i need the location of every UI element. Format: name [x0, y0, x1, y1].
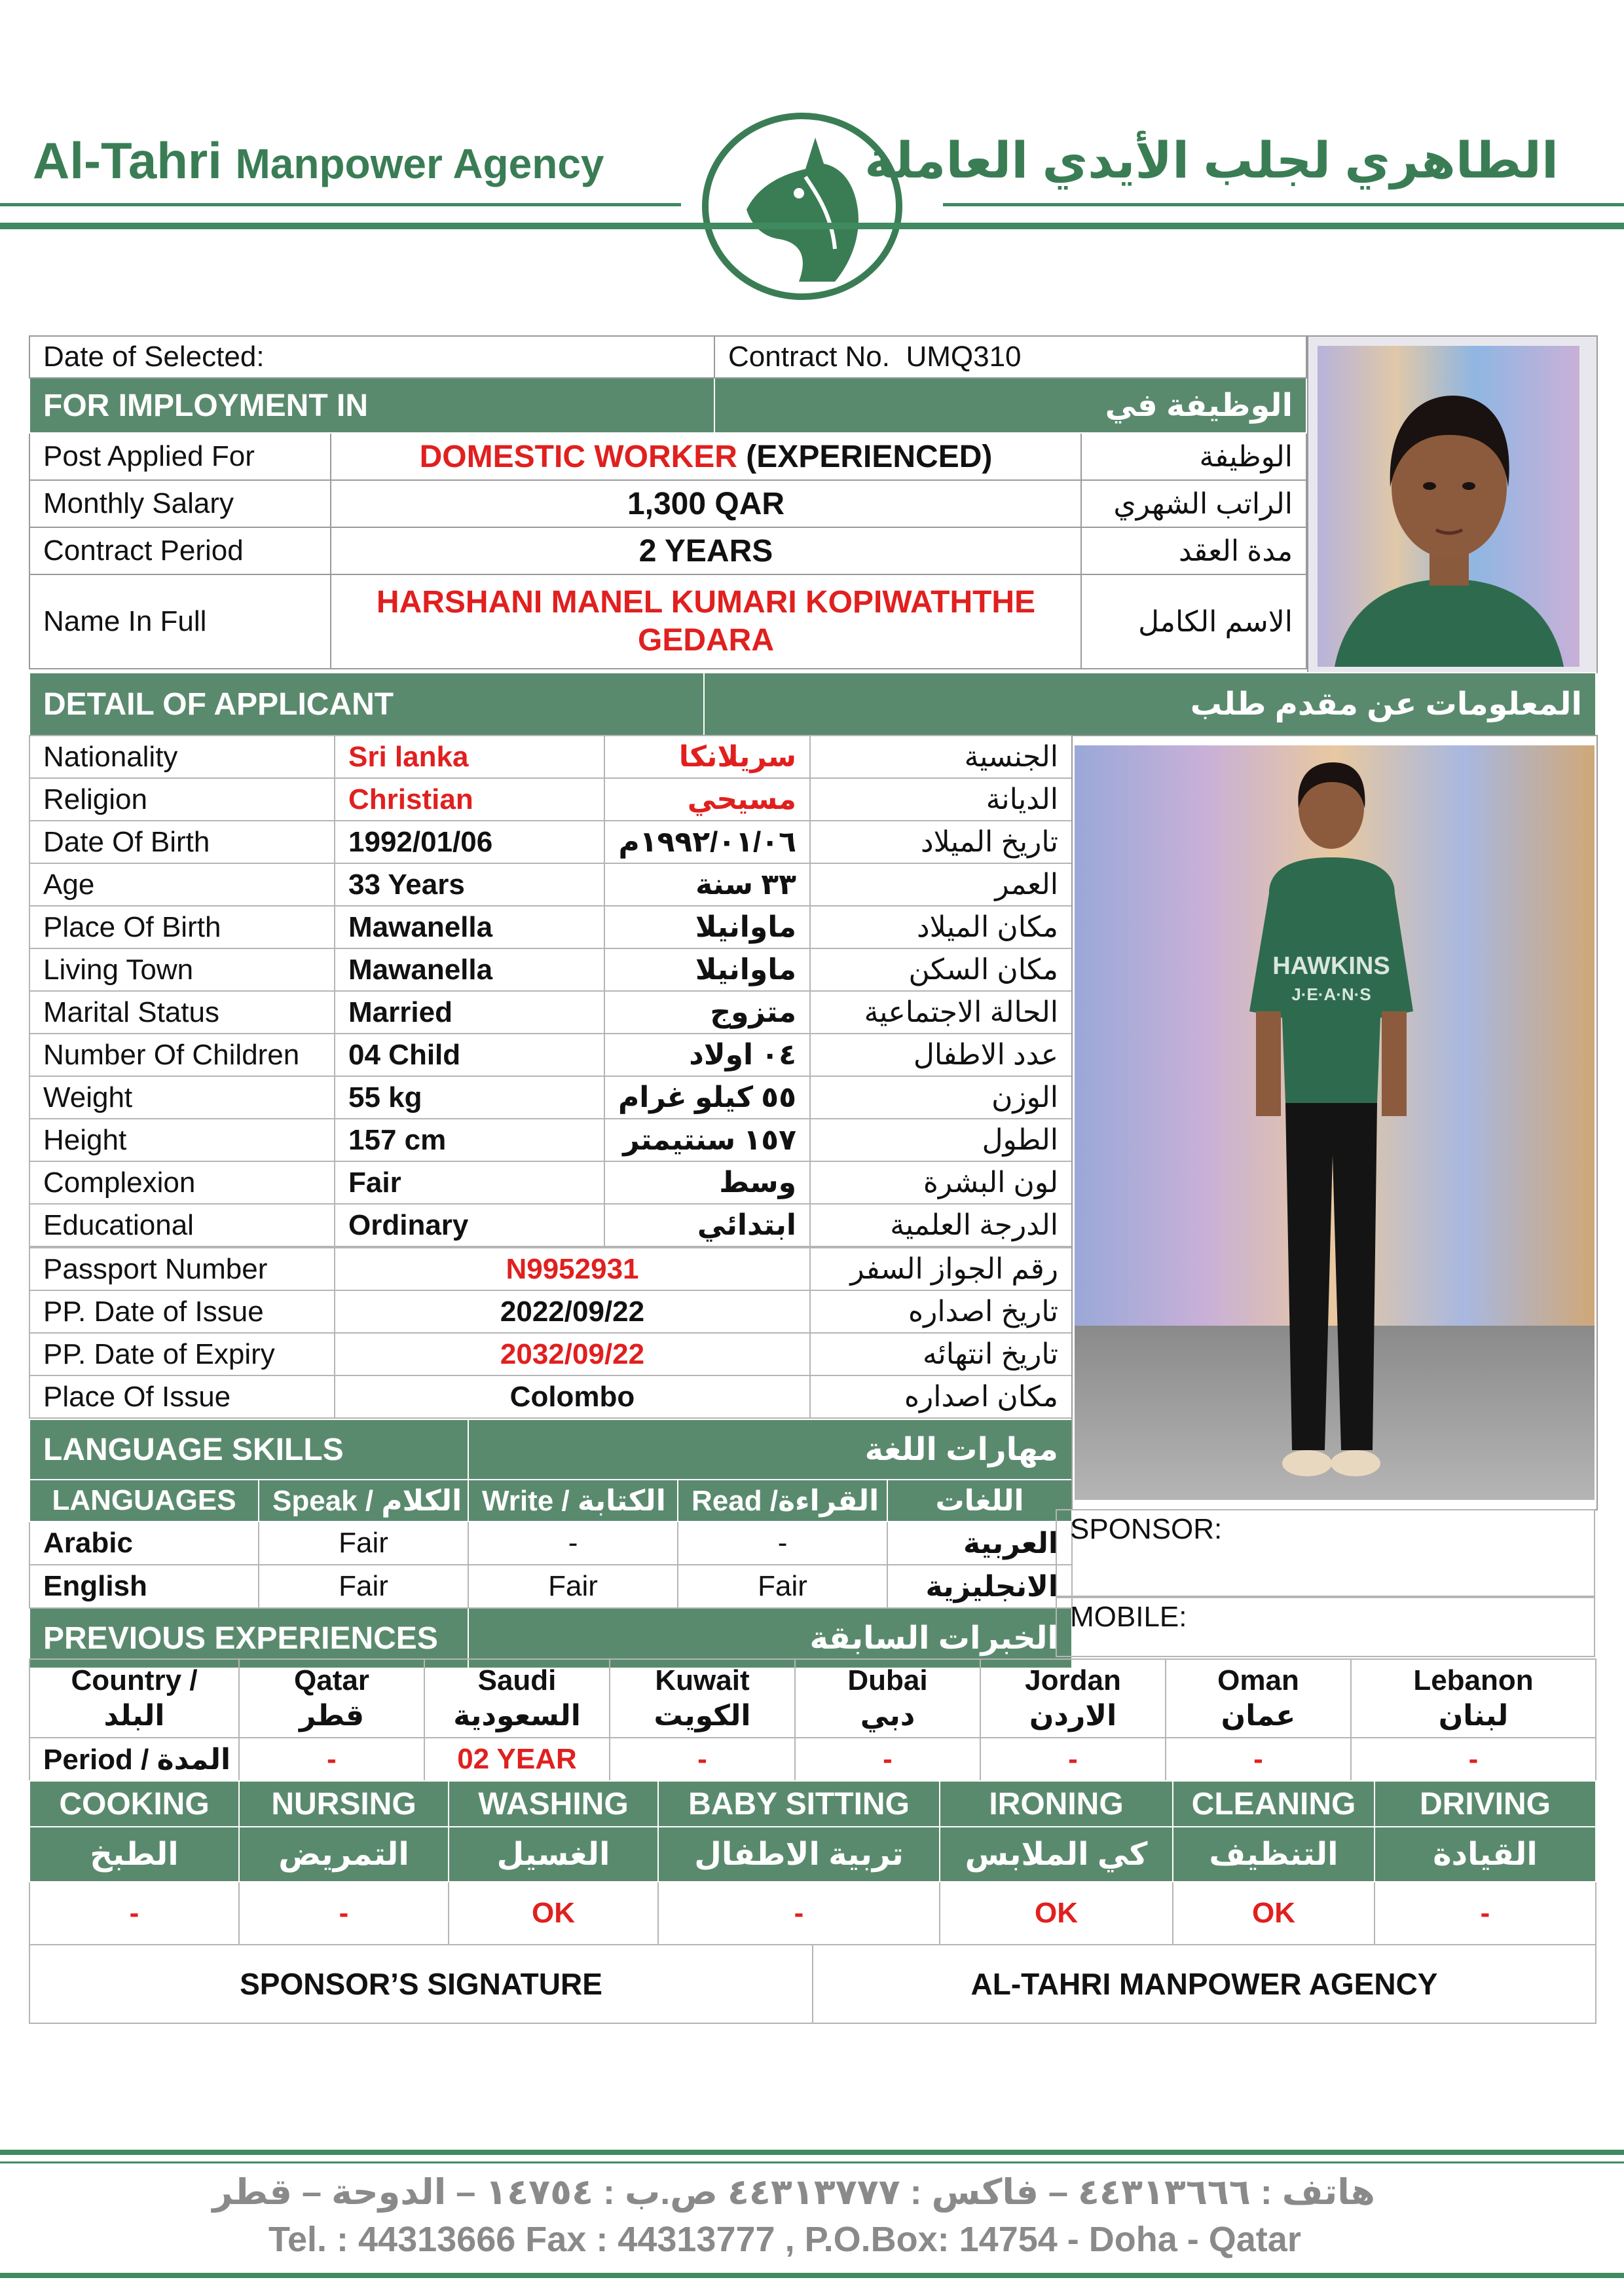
skill-nursing-value: - [239, 1882, 449, 1945]
contract-period-label-ar: مدة العقد [1081, 527, 1306, 574]
dob-value: 1992/01/06 [335, 821, 604, 863]
skill-baby-sitting-ar: تربية الاطفال [658, 1827, 940, 1882]
nationality-value-ar: سريلانكا [604, 736, 810, 778]
dob-label-ar: تاريخ الميلاد [810, 821, 1072, 863]
skill-ironing-value: OK [940, 1882, 1173, 1945]
nationality-label: Nationality [29, 736, 335, 778]
period-dubai: - [795, 1738, 980, 1781]
skill-nursing: NURSING [239, 1781, 449, 1827]
pp-expiry-value: 2032/09/22 [335, 1333, 810, 1375]
employment-section-title: FOR IMPLOYMENT IN [29, 378, 714, 433]
age-label-ar: العمر [810, 863, 1072, 906]
experience-section-title-ar: الخبرات السابقة [468, 1608, 1072, 1668]
shirt-print-subtext: J·E·A·N·S [1291, 984, 1371, 1004]
full-name-label-ar: الاسم الكامل [1081, 574, 1306, 669]
sponsor-signature-label: SPONSOR’S SIGNATURE [29, 1945, 813, 2023]
passport-number-label-ar: رقم الجواز السفر [810, 1248, 1072, 1290]
marital-status-label-ar: الحالة الاجتماعية [810, 991, 1072, 1034]
complexion-label: Complexion [29, 1161, 335, 1204]
period-jordan: - [980, 1738, 1166, 1781]
footer-rule-thin [0, 2161, 1624, 2163]
contract-period-label: Contract Period [29, 527, 331, 574]
skill-washing-value: OK [449, 1882, 658, 1945]
agency-name-arabic: الطاهري لجلب الأيدي العاملة [864, 133, 1559, 189]
children-label: Number Of Children [29, 1034, 335, 1076]
full-name-label: Name In Full [29, 574, 331, 669]
religion-label-ar: الديانة [810, 778, 1072, 821]
skill-baby-sitting: BABY SITTING [658, 1781, 940, 1827]
skill-washing-ar: الغسيل [449, 1827, 658, 1882]
skill-ironing: IRONING [940, 1781, 1173, 1827]
languages-col-header-ar: اللغات [887, 1480, 1072, 1522]
period-lebanon: - [1351, 1738, 1596, 1781]
lang-english-name: English [29, 1565, 259, 1608]
read-col-header: Read /القراءة [678, 1480, 887, 1522]
place-of-issue-label-ar: مكان اصداره [810, 1375, 1072, 1418]
agency-signature-label: AL-TAHRI MANPOWER AGENCY [813, 1945, 1596, 2023]
monthly-salary-label-ar: الراتب الشهري [1081, 480, 1306, 527]
experience-section-title: PREVIOUS EXPERIENCES [29, 1608, 468, 1668]
children-value: 04 Child [335, 1034, 604, 1076]
skill-baby-sitting-value: - [658, 1882, 940, 1945]
shirt-print-text: HAWKINS [1272, 952, 1390, 980]
children-value-ar: ٠٤ اولاد [604, 1034, 810, 1076]
living-town-label: Living Town [29, 948, 335, 991]
height-label-ar: الطول [810, 1119, 1072, 1161]
place-of-issue-label: Place Of Issue [29, 1375, 335, 1418]
skill-cleaning-value: OK [1173, 1882, 1375, 1945]
complexion-value-ar: وسط [604, 1161, 810, 1204]
age-label: Age [29, 863, 335, 906]
skill-cooking-ar: الطبخ [29, 1827, 239, 1882]
mobile-field[interactable]: MOBILE: [1056, 1597, 1595, 1657]
footer-contact-english: Tel. : 44313666 Fax : 44313777 , P.O.Box: 14754 - Doha - Qatar [268, 2220, 1301, 2259]
weight-label: Weight [29, 1076, 335, 1119]
education-value: Ordinary [335, 1204, 604, 1246]
lang-english-speak: Fair [259, 1565, 468, 1608]
complexion-label-ar: لون البشرة [810, 1161, 1072, 1204]
skill-cleaning-ar: التنظيف [1173, 1827, 1375, 1882]
lang-arabic-name: Arabic [29, 1522, 259, 1565]
footer-rule-bottom [0, 2273, 1624, 2278]
marital-status-value: Married [335, 991, 604, 1034]
applicant-full-body-photo [1071, 735, 1598, 1510]
applicant-section-header [29, 672, 1595, 736]
living-town-label-ar: مكان السكن [810, 948, 1072, 991]
place-of-birth-value-ar: ماوانيلا [604, 906, 810, 948]
skill-driving-value: - [1375, 1882, 1596, 1945]
religion-value-ar: مسيحي [604, 778, 810, 821]
skill-driving: DRIVING [1375, 1781, 1596, 1827]
country-kuwait: Kuwait الكويت [610, 1659, 795, 1738]
experience-table [29, 1658, 1595, 1782]
weight-value: 55 kg [335, 1076, 604, 1119]
complexion-value: Fair [335, 1161, 604, 1204]
marital-status-value-ar: متزوج [604, 991, 810, 1034]
signature-table [29, 1944, 1595, 2024]
pp-issue-label-ar: تاريخ اصداره [810, 1290, 1072, 1333]
skill-washing: WASHING [449, 1781, 658, 1827]
applicant-portrait-photo [1307, 335, 1598, 673]
country-oman: Oman عمان [1166, 1659, 1351, 1738]
marital-status-label: Marital Status [29, 991, 335, 1034]
country-label-cell: Country / البلد [29, 1659, 239, 1738]
nationality-label-ar: الجنسية [810, 736, 1072, 778]
skill-ironing-ar: كي الملابس [940, 1827, 1173, 1882]
passport-number-value: N9952931 [335, 1248, 810, 1290]
dob-value-ar: ١٩٩٢/٠١/٠٦م [604, 821, 810, 863]
period-saudi: 02 YEAR [424, 1738, 610, 1781]
language-section-title: LANGUAGE SKILLS [29, 1419, 468, 1480]
place-of-issue-value: Colombo [335, 1375, 810, 1418]
agency-name-english: Al-Tahri Manpower Agency [33, 132, 604, 189]
religion-label: Religion [29, 778, 335, 821]
period-qatar: - [239, 1738, 424, 1781]
header-rule [0, 223, 1624, 229]
post-applied-value: DOMESTIC WORKER (EXPERIENCED) [331, 433, 1081, 480]
footer-contact-arabic: هاتف : ٤٤٣١٣٦٦٦ – فاكس : ٤٤٣١٣٧٧٧ ص.ب : ١٤٧٥٤ – الدوحة – قطر [212, 2173, 1375, 2212]
applicant-details-table [29, 735, 1071, 1669]
sponsor-field[interactable]: SPONSOR: [1056, 1509, 1595, 1597]
header-rule-right [943, 203, 1624, 206]
period-label: Period / المدة [29, 1738, 239, 1781]
age-value-ar: ٣٣ سنة [604, 863, 810, 906]
religion-value: Christian [335, 778, 604, 821]
post-applied-label-ar: الوظيفة [1081, 433, 1306, 480]
passport-number-label: Passport Number [29, 1248, 335, 1290]
lang-english-name-ar: الانجليزية [887, 1565, 1072, 1608]
skills-table [29, 1780, 1595, 1945]
post-applied-label: Post Applied For [29, 433, 331, 480]
speak-col-header: Speak / الكلام [259, 1480, 468, 1522]
applicant-section-title-ar: المعلومات عن مقدم طلب [704, 673, 1596, 736]
applicant-section-title: DETAIL OF APPLICANT [29, 673, 704, 736]
employment-section-title-ar: الوظيفة في [714, 378, 1306, 433]
pp-expiry-label-ar: تاريخ انتهائه [810, 1333, 1072, 1375]
country-lebanon: Lebanon لبنان [1351, 1659, 1596, 1738]
lang-english-read: Fair [678, 1565, 887, 1608]
living-town-value-ar: ماوانيلا [604, 948, 810, 991]
education-label-ar: الدرجة العلمية [810, 1204, 1072, 1246]
height-label: Height [29, 1119, 335, 1161]
skill-nursing-ar: التمريض [239, 1827, 449, 1882]
education-value-ar: ابتدائي [604, 1204, 810, 1246]
lang-english-write: Fair [468, 1565, 678, 1608]
children-label-ar: عدد الاطفال [810, 1034, 1072, 1076]
pp-issue-value: 2022/09/22 [335, 1290, 810, 1333]
country-saudi: Saudi السعودية [424, 1659, 610, 1738]
place-of-birth-value: Mawanella [335, 906, 604, 948]
full-name-value: HARSHANI MANEL KUMARI KOPIWATHTHE GEDARA [331, 574, 1081, 669]
footer-rule [0, 2150, 1624, 2155]
education-label: Educational [29, 1204, 335, 1246]
living-town-value: Mawanella [335, 948, 604, 991]
period-oman: - [1166, 1738, 1351, 1781]
height-value: 157 cm [335, 1119, 604, 1161]
contract-period-value: 2 YEARS [331, 527, 1081, 574]
country-dubai: Dubai دبي [795, 1659, 980, 1738]
monthly-salary-label: Monthly Salary [29, 480, 331, 527]
place-of-birth-label-ar: مكان الميلاد [810, 906, 1072, 948]
country-jordan: Jordan الاردن [980, 1659, 1166, 1738]
lang-arabic-read: - [678, 1522, 887, 1565]
language-section-title-ar: مهارات اللغة [468, 1419, 1072, 1480]
period-kuwait: - [610, 1738, 795, 1781]
skill-driving-ar: القيادة [1375, 1827, 1596, 1882]
height-value-ar: ١٥٧ سنتيمتر [604, 1119, 810, 1161]
contract-number-cell: Contract No. UMQ310 [714, 336, 1306, 378]
languages-col-header: LANGUAGES [29, 1480, 259, 1522]
date-selected-cell: Date of Selected: [29, 336, 714, 378]
place-of-birth-label: Place Of Birth [29, 906, 335, 948]
skill-cooking-value: - [29, 1882, 239, 1945]
pp-issue-label: PP. Date of Issue [29, 1290, 335, 1333]
lang-arabic-write: - [468, 1522, 678, 1565]
monthly-salary-value: 1,300 QAR [331, 480, 1081, 527]
nationality-value: Sri lanka [335, 736, 604, 778]
skill-cooking: COOKING [29, 1781, 239, 1827]
weight-value-ar: ٥٥ كيلو غرام [604, 1076, 810, 1119]
write-col-header: Write / الكتابة [468, 1480, 678, 1522]
lang-arabic-speak: Fair [259, 1522, 468, 1565]
lang-arabic-name-ar: العربية [887, 1522, 1072, 1565]
dob-label: Date Of Birth [29, 821, 335, 863]
employment-table [29, 335, 1306, 669]
header-rule-left [0, 203, 681, 206]
skill-cleaning: CLEANING [1173, 1781, 1375, 1827]
weight-label-ar: الوزن [810, 1076, 1072, 1119]
pp-expiry-label: PP. Date of Expiry [29, 1333, 335, 1375]
country-qatar: Qatar قطر [239, 1659, 424, 1738]
age-value: 33 Years [335, 863, 604, 906]
